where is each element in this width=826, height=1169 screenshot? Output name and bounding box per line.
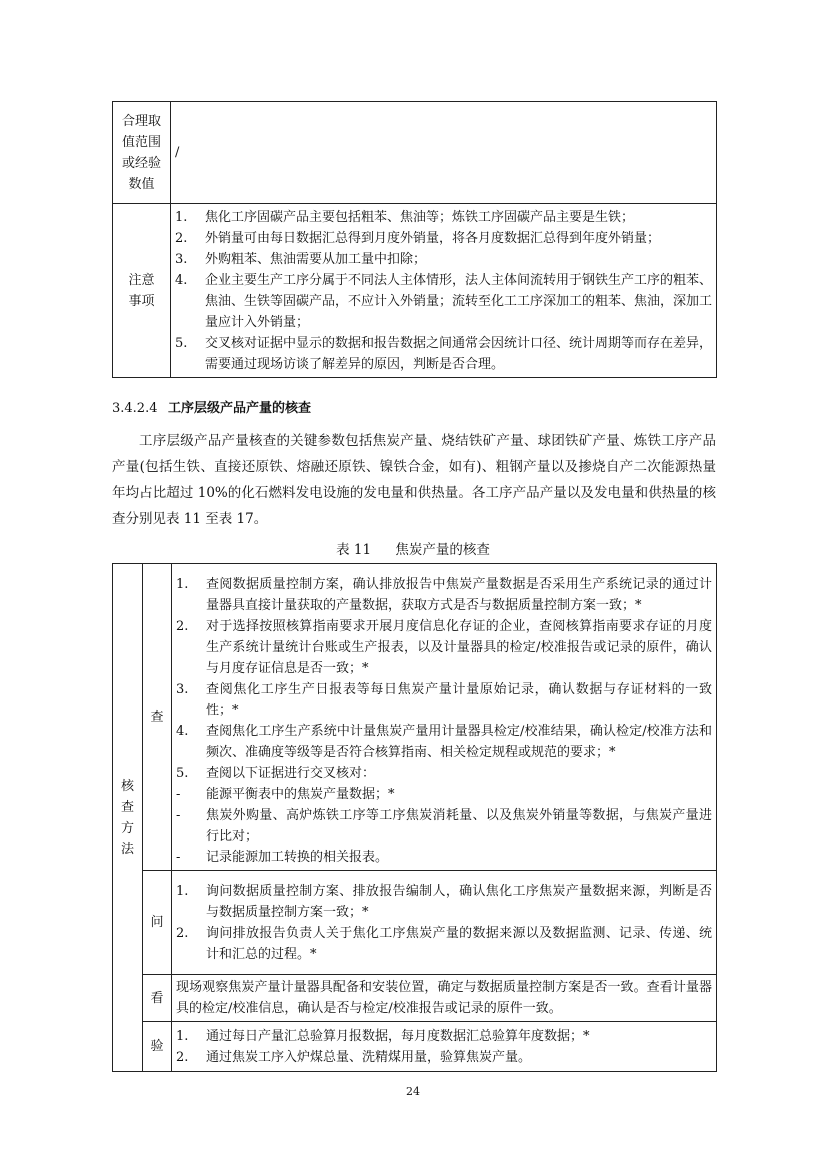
- list-item: 2. 询问排放报告负责人关于焦化工序焦炭产量的数据来源以及数据监测、记录、传递、统计和汇总的过程。*: [176, 925, 712, 962]
- check-list: [176, 574, 712, 868]
- list-item: 4. 查阅焦化工序生产系统中计量焦炭产量用计量器具检定/校准结果，确认检定/校准方法和频次、准确度等级等是否符合核算指南、相关检定规程或规范的要求；*: [176, 724, 712, 760]
- list-item: 5. 交叉核对证据中显示的数据和报告数据之间通常会因统计口径、统计周期等而存在差异，需要通过现场访谈了解差异的原因，判断是否合理。: [175, 335, 713, 372]
- section-paragraph: 工序层级产品产量核查的关键参数包括焦炭产量、烧结铁矿产量、球团铁矿产量、炼铁工序产品产量(包括生铁、直接还原铁、熔融还原铁、镍铁合金，如有)、粗钢产量以及掺烧自产二次能源热量年均占比超过 10%的化石燃料发电设施的发电量和供热量。各工序产品产量以及发电量和供热量的核查分别见表 11 至表 17。: [112, 433, 716, 527]
- table-continued: [112, 101, 717, 378]
- list-item: 2. 外销量可由每日数据汇总得到月度外销量，将各月度数据汇总得到年度外销量；: [175, 230, 661, 246]
- label-line: 合理取: [121, 113, 161, 129]
- list-item: 1. 焦化工序固碳产品主要包括粗苯、焦油等；炼铁工序固碳产品主要是生铁；: [175, 209, 635, 225]
- list-item: 3. 查阅焦化工序生产日报表等每日焦炭产量计量原始记录，确认数据与存证材料的一致性；*: [176, 682, 712, 718]
- section-heading: [112, 397, 311, 416]
- list-item: 1. 查阅数据质量控制方案，确认排放报告中焦炭产量数据是否采用生产系统记录的通过计量器具直接计量获取的产量数据，获取方式是否与数据质量控制方案一致；*: [176, 577, 712, 613]
- label-char: 方: [120, 820, 134, 836]
- caption-title: 焦炭产量的核查: [395, 542, 490, 558]
- verify-cell: [172, 1022, 717, 1072]
- label-char: 查: [120, 799, 134, 815]
- look-cell: 现场观察焦炭产量计量器具配备和安装位置，确定与数据质量控制方案是否一致。查看计量器具的检定/校准信息，确认是否与检定/校准报告或记录的原件一致。: [172, 975, 717, 1022]
- list-item: 1. 询问数据质量控制方案、排放报告编制人，确认焦化工序焦炭产量数据来源，判断是否与数据质量控制方案一致；*: [176, 883, 712, 920]
- label-ask: 问: [143, 871, 172, 975]
- notes-list: [175, 207, 712, 375]
- list-item: - 焦炭外购量、高炉炼铁工序等工序焦炭消耗量、以及焦炭外销量等数据，与焦炭产量进行比对；: [176, 808, 712, 844]
- check-cell: [172, 564, 717, 871]
- label-look: 看: [143, 975, 172, 1022]
- label-line: 值范围: [121, 134, 161, 150]
- table-caption: [0, 538, 826, 558]
- section-title: 工序层级产品产量的核查: [168, 401, 312, 416]
- label-line: 数值: [128, 176, 155, 192]
- ask-cell: [172, 871, 717, 975]
- list-item: 5. 查阅以下证据进行交叉核对：: [176, 766, 376, 781]
- list-item: - 能源平衡表中的焦炭产量数据；*: [176, 787, 395, 802]
- label-check: 查: [143, 564, 172, 871]
- notes-cell: [171, 204, 717, 378]
- label-verification-method: [113, 564, 143, 1072]
- list-item: 2. 通过焦炭工序入炉煤总量、洗精煤用量，验算焦炭产量。: [176, 1049, 532, 1065]
- list-item: 4. 企业主要生产工序分属于不同法人主体情形，法人主体间流转用于钢铁生产工序的粗苯、焦油、生铁等固碳产品，不应计入外销量；流转至化工工序深加工的粗苯、焦油，深加工量应计入外销量；: [175, 272, 713, 330]
- list-item: 3. 外购粗苯、焦油需要从加工量中扣除；: [175, 251, 427, 267]
- list-item: 1. 通过每日产量汇总验算月报数据，每月度数据汇总验算年度数据；*: [176, 1028, 590, 1044]
- label-char: 核: [120, 778, 134, 794]
- caption-number: 表 11: [336, 542, 372, 558]
- list-item: 2. 对于选择按照核算指南要求开展月度信息化存证的企业，查阅核算指南要求存证的月度生产系统计量统计台账或生产报表，以及计量器具的检定/校准报告或记录的原件，确认与月度存证信息是否一致；*: [176, 619, 712, 676]
- label-verify: 验: [143, 1022, 172, 1072]
- label-char: 法: [120, 841, 134, 857]
- page-number: 24: [406, 1085, 420, 1098]
- ask-list: [176, 881, 712, 965]
- table-coke-output-verification: [112, 563, 717, 1072]
- label-reasonable-range: [113, 102, 171, 204]
- label-line: 或经验: [121, 155, 161, 171]
- label-line: 注意: [128, 272, 155, 288]
- section-number: 3.4.2.4: [112, 401, 158, 416]
- verify-list: [176, 1026, 712, 1068]
- label-notes: [113, 204, 171, 378]
- list-item: - 记录能源加工转换的相关报表。: [176, 850, 389, 865]
- reasonable-range-value: /: [171, 102, 717, 204]
- label-line: 事项: [128, 293, 155, 309]
